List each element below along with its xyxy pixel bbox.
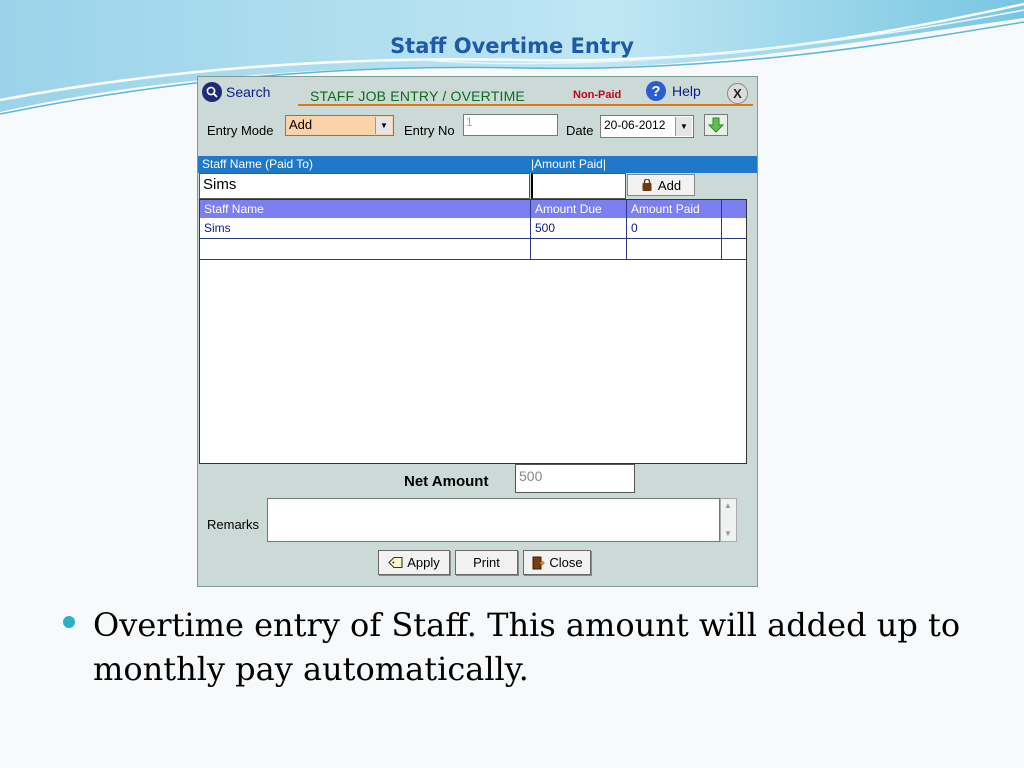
entry-mode-select[interactable]	[285, 115, 394, 136]
apply-label: Apply	[407, 555, 440, 570]
apply-tag-icon	[388, 556, 403, 569]
amount-paid-input[interactable]	[531, 173, 626, 199]
table-row-empty[interactable]	[200, 239, 746, 260]
toolbar-divider	[298, 104, 753, 106]
window-title: STAFF JOB ENTRY / OVERTIME	[310, 88, 525, 104]
add-button[interactable]	[627, 174, 695, 196]
cell-staff: Sims	[204, 221, 231, 235]
column-header-amount-paid: Amount Paid	[631, 202, 700, 216]
help-label: Help	[672, 83, 701, 99]
grid-divider	[530, 200, 531, 260]
help-button[interactable]	[646, 81, 701, 101]
grid-divider	[721, 200, 722, 260]
down-arrow-icon	[707, 116, 725, 134]
remarks-scrollbar[interactable]	[720, 498, 737, 542]
cell-amount-due: 500	[535, 221, 556, 235]
grid-divider	[626, 200, 627, 260]
search-icon	[202, 82, 222, 102]
staff-paid-header: Staff Name (Paid To)	[202, 157, 313, 171]
grid-header	[200, 200, 746, 218]
table-row[interactable]	[200, 218, 746, 239]
chevron-down-icon[interactable]: ▼	[375, 117, 392, 134]
entry-mode-value: Add	[289, 117, 313, 132]
cell-amount-paid[interactable]: 0	[631, 221, 638, 235]
bullet-dot-icon	[63, 616, 75, 628]
close-icon[interactable]: X	[727, 83, 748, 104]
date-value: 20-06-2012	[604, 118, 666, 132]
chevron-down-icon[interactable]: ▼	[675, 117, 692, 136]
status-badge: Non-Paid	[573, 89, 622, 101]
close-door-icon	[531, 556, 545, 570]
column-header-amount-due: Amount Due	[535, 202, 602, 216]
search-button[interactable]	[202, 81, 270, 103]
search-label: Search	[226, 84, 271, 100]
help-icon: ?	[646, 81, 666, 101]
overtime-grid	[199, 199, 747, 464]
scroll-down-icon[interactable]: ▼	[724, 529, 732, 538]
window-toolbar	[198, 77, 757, 107]
apply-button[interactable]	[378, 550, 450, 575]
net-amount-field: 500	[515, 464, 635, 493]
staff-overtime-window	[197, 76, 758, 587]
amount-paid-header: |Amount Paid|	[531, 157, 606, 171]
fetch-button[interactable]	[704, 114, 728, 136]
print-label: Print	[473, 555, 500, 570]
close-button[interactable]	[523, 550, 591, 575]
entry-no-field[interactable]: 1	[463, 114, 558, 136]
slide-title: Staff Overtime Entry	[390, 34, 634, 58]
date-label: Date	[566, 123, 594, 138]
add-bag-icon	[641, 179, 653, 192]
scroll-up-icon[interactable]: ▲	[724, 501, 732, 510]
staff-name-input[interactable]: Sims	[199, 173, 530, 199]
remarks-textarea[interactable]	[267, 498, 720, 542]
add-label: Add	[657, 177, 682, 193]
paid-to-header	[198, 156, 757, 173]
net-amount-label: Net Amount	[404, 473, 489, 490]
bullet-text: Overtime entry of Staff. This amount will added up to monthly pay automatically.	[93, 606, 961, 688]
entry-mode-label: Entry Mode	[207, 123, 274, 138]
remarks-label: Remarks	[207, 517, 260, 532]
column-header-staff: Staff Name	[204, 202, 264, 216]
date-picker[interactable]	[600, 115, 694, 138]
entry-no-label: Entry No	[404, 123, 455, 138]
print-button[interactable]	[455, 550, 518, 575]
close-label: Close	[549, 555, 583, 570]
